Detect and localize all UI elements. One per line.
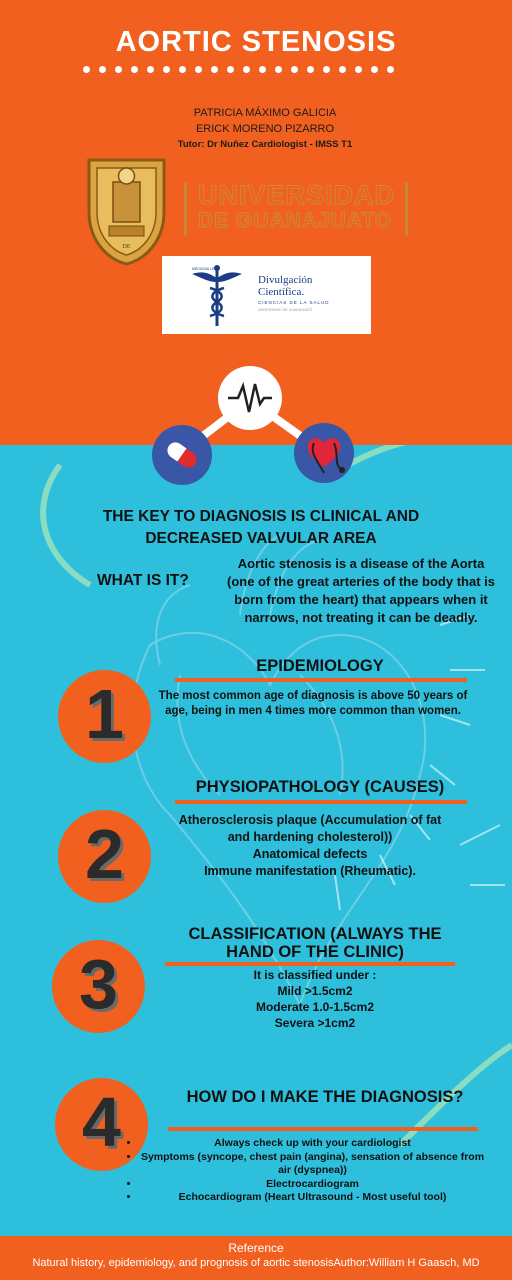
tutor-line: Tutor: Dr Nuñez Cardiologist - IMSS T1 [177,139,353,150]
section-title: PHYSIOPATHOLOGY (CAUSES) [195,778,445,796]
section-text: It is classified under : Mild >1.5cm2 Moderate 1.0-1.5cm2 Severa >1cm2 [253,968,377,1030]
heartbeat-icon [218,366,282,430]
list-item: • Symptoms (syncope, chest pain (angina), sensation of absence from air (dyspnea)) [140,1151,485,1178]
university-name-line1: UNIVERSIDAD [198,180,396,210]
reference-footer [0,1236,512,1280]
pill-icon [152,425,212,485]
title-dots-divider [83,66,394,73]
number-badge: 4 [55,1078,148,1171]
seal-text: DE [122,244,131,250]
key-heading: THE KEY TO DIAGNOSIS IS CLINICAL AND DECREASED VALVULAR AREA [102,508,420,547]
list-item: • Electrocardiogram [140,1178,485,1192]
section-title: HOW DO I MAKE THE DIAGNOSIS? [186,1088,464,1106]
diagnosis-list [140,1137,485,1205]
divulgacion-small-text: UNIVERSIDAD DE GUANAJUATO [258,308,313,312]
page-title: AORTIC STENOSIS [115,26,397,58]
medicine-logo-text: MEDICINA LEÓN [192,267,220,271]
what-heading: WHAT IS IT? [97,572,189,589]
number-badge: 3 [52,940,145,1033]
divulgacion-title: Divulgación Científica. [258,274,313,298]
reference-label: Reference [228,1241,284,1255]
heart-stethoscope-icon [294,423,354,483]
list-item: • Always check up with your cardiologist [140,1137,485,1151]
author-name: PATRICIA MÁXIMO GALICIA [193,107,337,119]
what-text: Aortic stenosis is a disease of the Aorta (one of the great arteries of the body that is born from the heart) that appears when it narrows, not treating it can be deadly. [227,556,495,625]
section-divider [175,678,467,682]
authors-block [0,105,512,153]
reference-text: Natural history, epidemiology, and prognosis of aortic stenosisAuthor:William H Gaasch, MD [32,1257,480,1269]
section-title: CLASSIFICATION (ALWAYS THE HAND OF THE CLINIC) [188,925,442,961]
section-divider [165,962,455,966]
university-logo [184,182,408,236]
divulgacion-logo [162,256,371,334]
section-divider [175,800,467,804]
university-name-line2: DE GUANAJUATO [198,209,393,232]
section-text: Atherosclerosis plaque (Accumulation of fat and hardening cholesterol)) Anatomical defects Immune manifestation (Rheumatic). [178,813,442,878]
section-divider [168,1127,478,1131]
divulgacion-subtitle: CIENCIAS DE LA SALUD [258,300,330,305]
author-name: ERICK MORENO PIZARRO [195,123,335,135]
number-badge: 1 [58,670,151,763]
section-text: The most common age of diagnosis is above 50 years of age, being in men 4 times more common than women. [158,690,468,717]
university-seal-icon [79,152,174,267]
section-title: EPIDEMIOLOGY [256,657,384,675]
number-badge: 2 [58,810,151,903]
list-item: • Echocardiogram (Heart Ultrasound - Most useful tool) [140,1191,485,1205]
